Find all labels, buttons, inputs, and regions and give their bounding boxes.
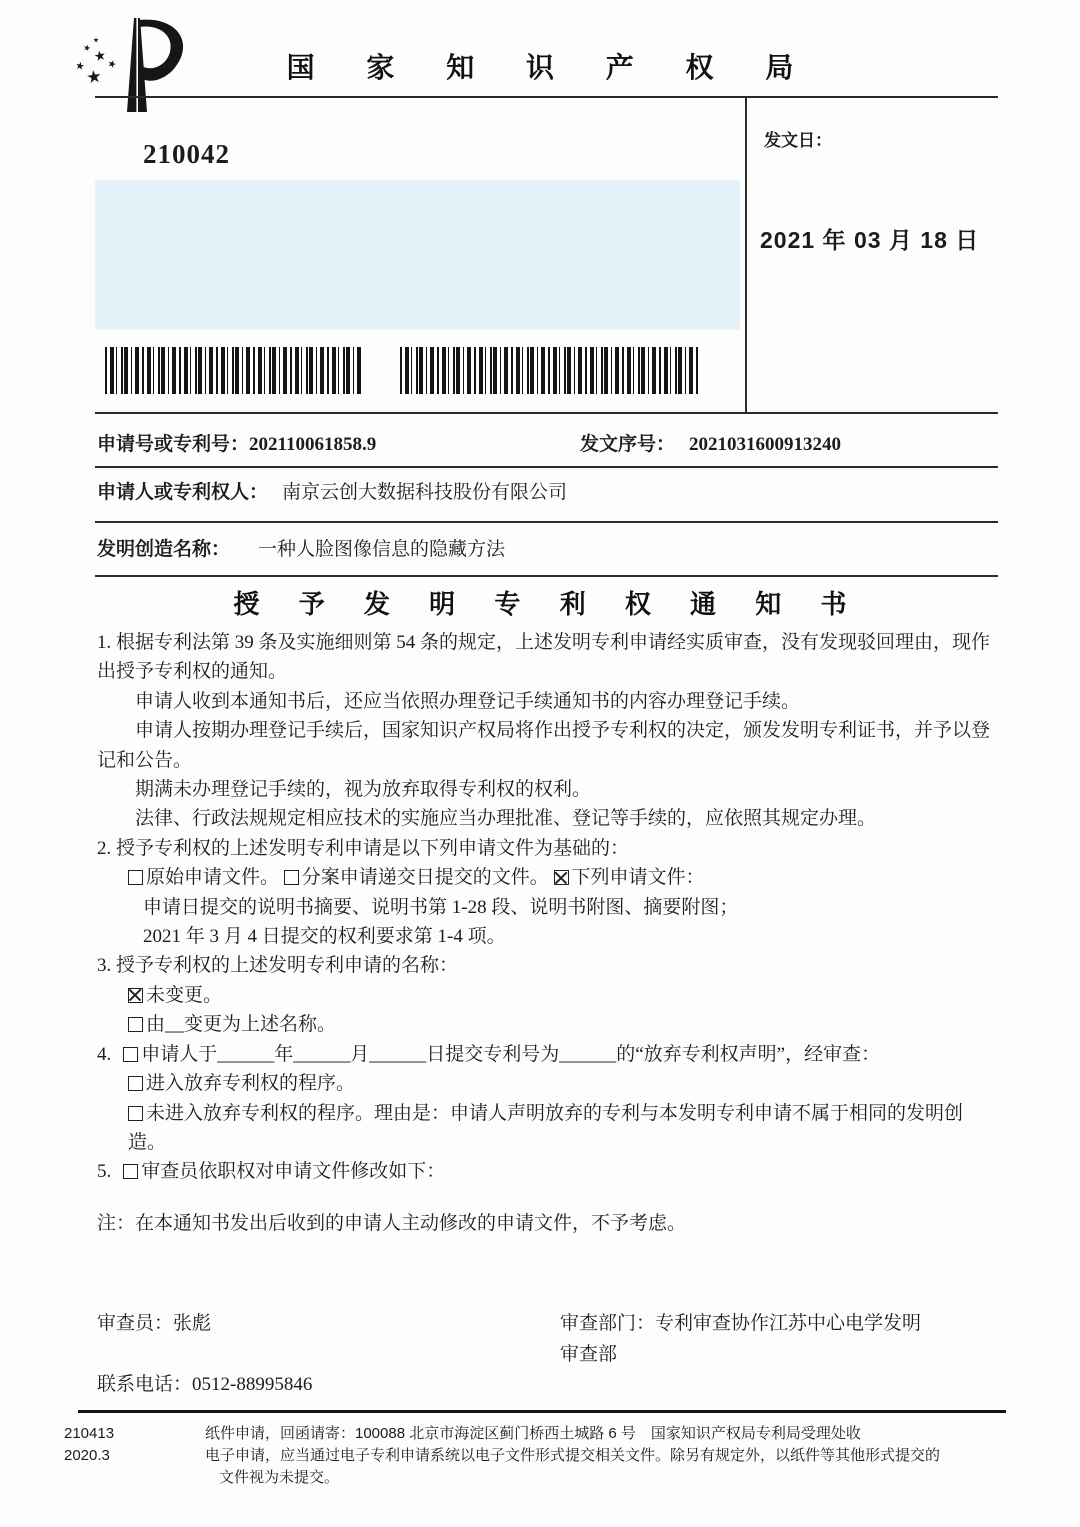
invention-name-row [97,530,998,570]
serial-number-label: 发文序号： [580,434,676,455]
applicant-label: 申请人或专利权人： [97,482,269,503]
checkbox-original-files[interactable] [128,870,143,885]
basis-options-line [128,863,998,892]
serial-number-value: 2021031600913240 [689,434,842,455]
divider [95,521,998,523]
issue-date-value: 2021 年 03 月 18 日 [760,227,980,253]
abandon-declaration-line [97,1040,998,1069]
phone-label: 联系电话： [97,1374,193,1395]
address-redaction-box [95,180,740,330]
department-label: 审查部门： [560,1313,656,1334]
name-changed-line [128,1010,998,1039]
application-number-value: 202110061858.9 [249,434,377,455]
option-not-enter-abandon-label: 未进入放弃专利权的程序。理由是：申请人声明放弃的专利与本发明专利申请不属于相同的发明创造。 [128,1102,964,1153]
name-unchanged-line [128,981,998,1010]
department-name-line2: 审查部 [560,1344,618,1365]
header-divider [95,96,998,98]
abandon-declaration-text: 申请人于______年______月______日提交专利号为______的“放弃专利权声明”，经审查： [141,1043,881,1065]
option-following-files-label: 下列申请文件： [571,867,705,889]
paragraph-3: 申请人按期办理登记手续后，国家知识产权局将作出授予专利权的决定，颁发发明专利证书，并予以登记和公告。 [97,720,991,771]
footer-line-3: 文件视为未提交。 [219,1469,340,1486]
checkbox-not-enter-abandon[interactable] [128,1106,143,1121]
footer-form-codes [64,1423,114,1467]
option-name-changed-label: 由__变更为上述名称。 [146,1014,337,1036]
not-enter-abandon-line [128,1099,998,1158]
footer-form-code: 210413 [64,1425,115,1442]
checkbox-abandon-declaration[interactable] [123,1047,138,1062]
document-title: 授 予 发 明 专 利 权 通 知 书 [233,589,863,619]
paragraph-7: 3. 授予专利权的上述发明专利申请的名称： [97,955,459,977]
paragraph-2: 申请人收到本通知书后，还应当依照办理登记手续通知书的内容办理登记手续。 [135,690,801,712]
notice-code: 210042 [143,139,230,169]
footer-form-version: 2020.3 [64,1447,110,1464]
option-enter-abandon-label: 进入放弃专利权的程序。 [146,1073,356,1095]
phone-row [97,1369,312,1400]
examiner-amend-line [97,1157,998,1186]
divider [95,412,998,414]
department-row [560,1308,980,1370]
issue-date-label: 发文日： [764,131,832,150]
phone-value: 0512-88995846 [192,1374,313,1395]
checkbox-name-changed[interactable] [128,1017,143,1032]
footer-line-2: 电子申请，应当通过电子专利申请系统以电子文件形式提交相关文件。除另有规定外，以纸件等其他形式提交的 [205,1447,941,1464]
examiner-row [97,1308,211,1339]
files-detail-2: 2021 年 3 月 4 日提交的权利要求第 1-4 项。 [143,926,506,948]
invention-name-value: 一种人脸图像信息的隐藏方法 [258,539,506,560]
checkbox-examiner-amend[interactable] [123,1164,138,1179]
examiner-amend-text: 审查员依职权对申请文件修改如下： [141,1161,446,1183]
date-box-divider [745,97,747,413]
barcode-left [105,347,361,394]
department-name-line1: 专利审查协作江苏中心电学发明 [655,1313,922,1334]
option-name-unchanged-label: 未变更。 [146,984,223,1006]
files-detail-1: 申请日提交的说明书摘要、说明书第 1-28 段、说明书附图、摘要附图； [143,896,739,918]
examiner-label: 审查员： [97,1313,174,1334]
item-5-number: 5. [97,1161,112,1183]
applicant-value: 南京云创大数据科技股份有限公司 [282,482,568,503]
examiner-name: 张彪 [173,1313,212,1334]
footer-notice [205,1423,1005,1489]
option-divisional-files-label: 分案申请递交日提交的文件。 [301,867,549,889]
item-4-number: 4. [97,1043,112,1065]
application-number-label: 申请号或专利号： [97,434,250,455]
notice-body [97,628,998,1238]
footer-divider [78,1410,1006,1413]
barcode-right [400,347,700,394]
footer-line-1: 纸件申请，回函请寄：100088 北京市海淀区蓟门桥西土城路 6 号 国家知识产权局专利局受理处收 [205,1425,861,1442]
checkbox-name-unchanged[interactable] [128,988,143,1003]
application-number-row [97,425,998,465]
checkbox-following-files[interactable] [554,870,569,885]
divider [95,575,998,577]
paragraph-4: 期满未办理登记手续的，视为放弃取得专利权的权利。 [135,779,592,801]
checkbox-enter-abandon[interactable] [128,1076,143,1091]
checkbox-divisional-files[interactable] [284,870,299,885]
note-line: 注：在本通知书发出后收到的申请人主动修改的申请文件，不予考虑。 [97,1212,687,1234]
paragraph-5: 法律、行政法规规定相应技术的实施应当办理批准、登记等手续的，应依照其规定办理。 [135,808,877,830]
invention-name-label: 发明创造名称： [97,539,231,560]
paragraph-1: 1. 根据专利法第 39 条及实施细则第 54 条的规定，上述发明专利申请经实质审查，没有发现驳回理由，现作出授予专利权的通知。 [97,632,991,683]
agency-title: 国 家 知 识 产 权 局 [286,52,816,83]
divider [95,466,998,468]
option-original-files-label: 原始申请文件。 [146,867,280,889]
enter-abandon-line [128,1069,998,1098]
applicant-row [97,473,998,513]
paragraph-6: 2. 授予专利权的上述发明专利申请是以下列申请文件为基础的： [97,837,630,859]
